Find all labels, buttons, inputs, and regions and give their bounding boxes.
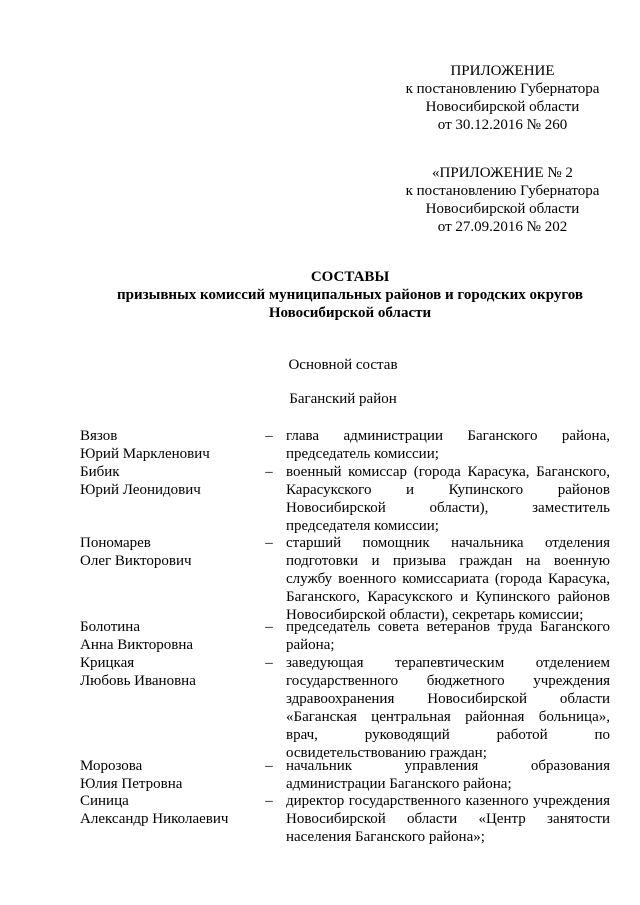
member-role: военный комиссар (города Карасука, Баганского, Карасукского и Купинского районов Новосибирской области), заместитель председателя комиссии; — [286, 464, 610, 534]
member-role: начальник управления образования администрации Баганского района; — [286, 758, 610, 792]
member-role: директор государственного казенного учреждения Новосибирской области «Центр занятости населения Баганского района»; — [286, 793, 610, 845]
member-surname: Морозова — [80, 758, 143, 774]
dash-separator: – — [265, 758, 273, 774]
dash-separator: – — [265, 655, 273, 671]
member-given-name: Юрий Маркленович — [80, 446, 210, 462]
title-region: Новосибирской области — [268, 305, 432, 321]
member-given-name: Александр Николаевич — [80, 811, 229, 827]
member-name — [80, 618, 255, 654]
member-name — [80, 792, 255, 828]
member-given-name: Любовь Ивановна — [80, 673, 196, 689]
member-name — [80, 654, 255, 690]
member-name — [80, 463, 255, 499]
member-name — [80, 534, 255, 570]
member-surname: Синица — [80, 793, 129, 809]
member-role: старший помощник начальника отделения подготовки и призыва граждан на военную службу военного комиссариата (города Карасука, Баганского, Карасукского и Купинского районов Новосибирской области), секретарь комиссии; — [286, 535, 610, 623]
appendix-2-region: Новосибирской области — [425, 201, 580, 217]
dash-separator: – — [265, 793, 273, 809]
member-given-name: Анна Викторовна — [80, 637, 194, 653]
dash-separator: – — [265, 619, 273, 635]
member-role: председатель совета ветеранов труда Баганского района; — [286, 619, 610, 653]
member-role: заведующая терапевтическим отделением государственного бюджетного учреждения здравоохранения Новосибирской области «Баганская центральная районная больница», врач, руководящий работой по освидетельствованию граждан; — [286, 655, 610, 761]
member-surname: Крицкая — [80, 655, 135, 671]
member-name — [80, 427, 255, 463]
dash-separator: – — [265, 464, 273, 480]
appendix-region: Новосибирской области — [425, 99, 580, 115]
appendix-2-header — [395, 164, 610, 236]
member-name — [80, 757, 255, 793]
member-surname: Вязов — [80, 428, 118, 444]
title-subheading: призывных комиссий муниципальных районов и городских округов — [116, 287, 584, 303]
document-title — [60, 268, 640, 322]
member-role: глава администрации Баганского района, председатель комиссии; — [286, 428, 610, 462]
appendix-date-number: от 30.12.2016 № 260 — [437, 117, 568, 133]
appendix-2-reference: к постановлению Губернатора — [405, 183, 600, 199]
appendix-2-label: «ПРИЛОЖЕНИЕ № 2 — [432, 165, 573, 181]
dash-separator: – — [265, 428, 273, 444]
appendix-header — [395, 62, 610, 134]
member-surname: Пономарев — [80, 535, 151, 551]
section-district: Баганский район — [289, 391, 397, 407]
member-surname: Бибик — [80, 464, 120, 480]
member-surname: Болотина — [80, 619, 140, 635]
appendix-reference: к постановлению Губернатора — [405, 81, 600, 97]
appendix-label: ПРИЛОЖЕНИЕ — [450, 63, 555, 79]
dash-separator: – — [265, 535, 273, 551]
member-given-name: Юлия Петровна — [80, 776, 183, 792]
member-given-name: Олег Викторович — [80, 553, 192, 569]
title-heading: СОСТАВЫ — [310, 269, 390, 285]
section-main-composition: Основной состав — [288, 357, 398, 373]
member-given-name: Юрий Леонидович — [80, 482, 201, 498]
appendix-2-date-number: от 27.09.2016 № 202 — [437, 219, 568, 235]
